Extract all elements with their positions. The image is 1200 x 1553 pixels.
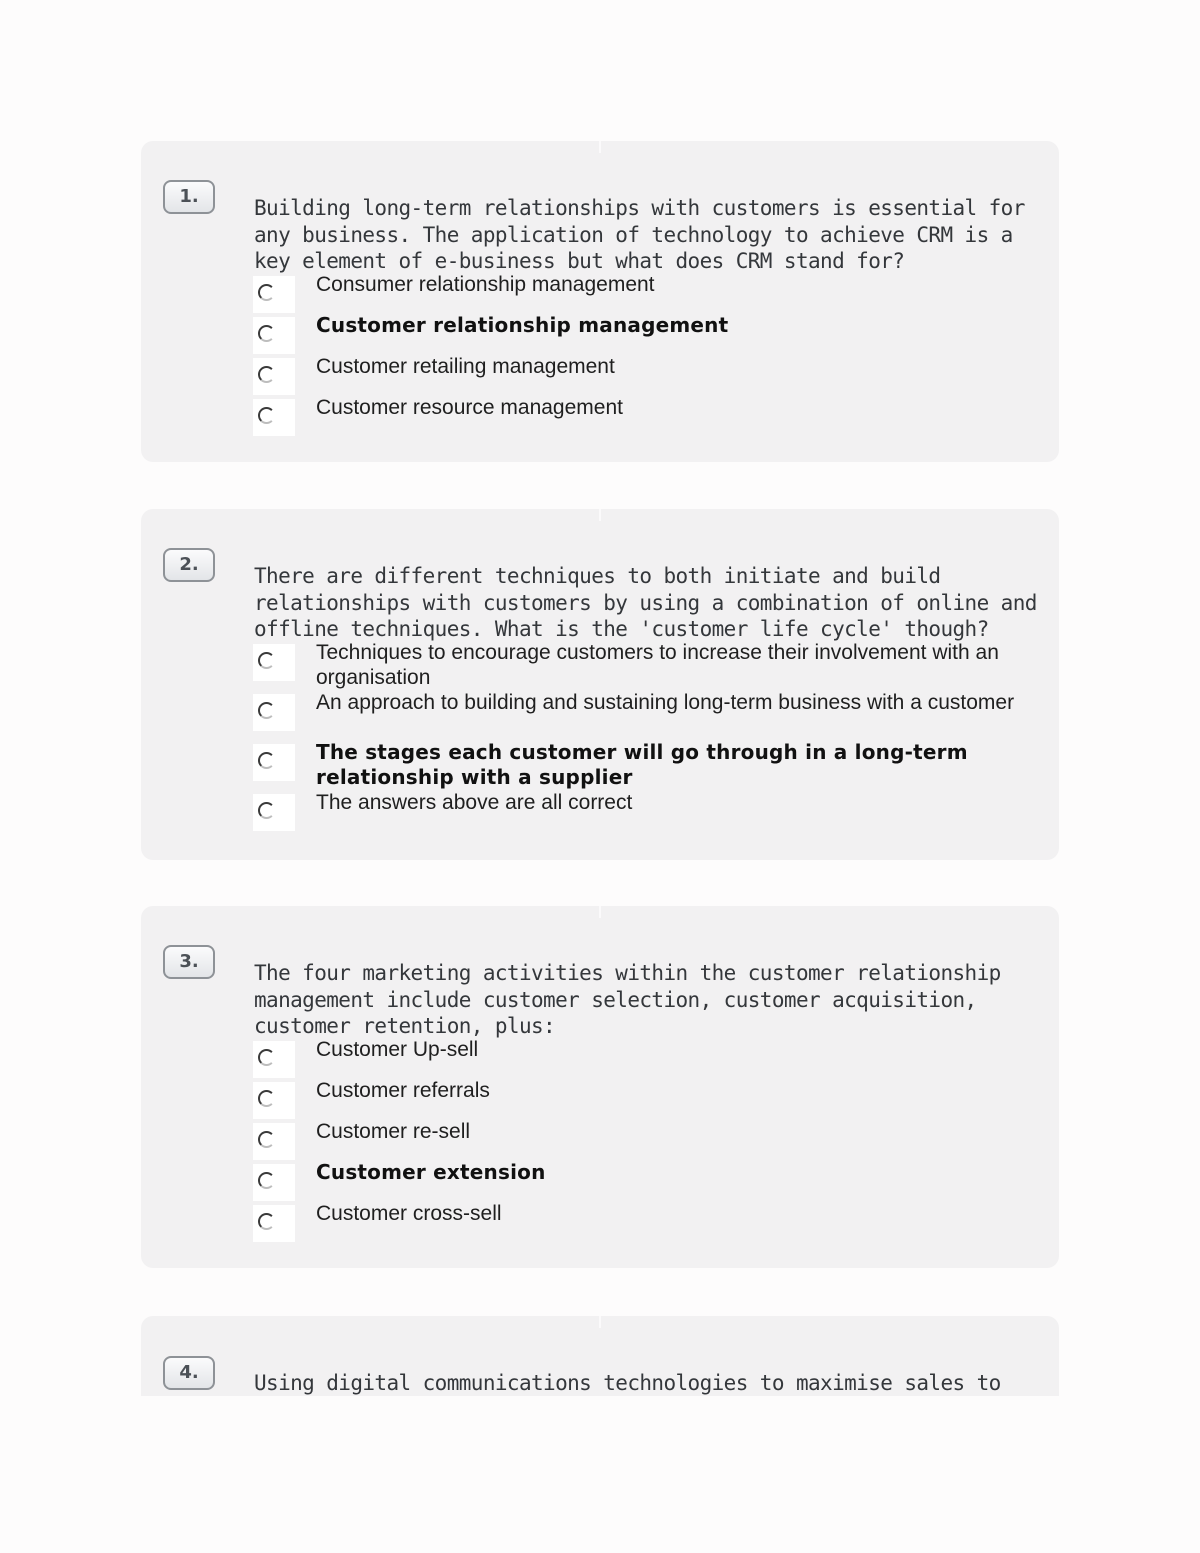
question-text: There are different techniques to both initiate and build relationships with customers by using a combination of online and offline techniques. What is the 'customer life cycle' though? — [254, 564, 1037, 641]
question-text: Building long-term relationships with customers is essential for any business. The application of technology to achieve CRM is a key element of e-business but what does CRM stand for? — [254, 196, 1025, 273]
option-label: Customer re-sell — [316, 1120, 471, 1143]
option-label: Customer referrals — [316, 1079, 490, 1102]
question-text: Using digital communications technologies to maximise sales to — [254, 1371, 1001, 1395]
option-label-correct: The stages each customer will go through in a long-term relationship with a supplier — [316, 740, 968, 789]
radio-icon — [258, 752, 275, 769]
radio-button[interactable] — [253, 1205, 295, 1242]
option-label: Consumer relationship management — [316, 273, 655, 296]
radio-icon — [258, 1049, 275, 1066]
radio-icon — [258, 802, 275, 819]
radio-button[interactable] — [253, 694, 295, 731]
radio-button[interactable] — [253, 276, 295, 313]
radio-button[interactable] — [253, 744, 295, 781]
radio-icon — [258, 407, 275, 424]
option-label: Customer retailing management — [316, 355, 615, 378]
radio-button[interactable] — [253, 1082, 295, 1119]
question-number-badge: 4. — [163, 1356, 215, 1390]
question-card — [141, 509, 1059, 860]
option-label: An approach to building and sustaining long-term business with a customer — [316, 691, 1015, 714]
option-label: Customer resource management — [316, 396, 623, 419]
radio-button[interactable] — [253, 794, 295, 831]
radio-button[interactable] — [253, 399, 295, 436]
option-label-correct: Customer extension — [316, 1160, 546, 1184]
option-label-correct: Customer relationship management — [316, 313, 729, 337]
question-card — [141, 1316, 1059, 1396]
question-number-badge: 1. — [163, 180, 215, 214]
option-label: Customer cross-sell — [316, 1202, 502, 1225]
radio-button[interactable] — [253, 358, 295, 395]
radio-icon — [258, 1172, 275, 1189]
radio-icon — [258, 652, 275, 669]
radio-icon — [258, 366, 275, 383]
question-text: The four marketing activities within the customer relationship management include customer selection, customer acquisition, customer retention, plus: — [254, 961, 1001, 1038]
radio-icon — [258, 284, 275, 301]
radio-button[interactable] — [253, 1164, 295, 1201]
radio-button[interactable] — [253, 1041, 295, 1078]
question-card — [141, 141, 1059, 462]
radio-icon — [258, 1131, 275, 1148]
radio-icon — [258, 702, 275, 719]
radio-button[interactable] — [253, 644, 295, 681]
radio-icon — [258, 325, 275, 342]
radio-icon — [258, 1213, 275, 1230]
option-label: The answers above are all correct — [316, 791, 633, 814]
question-number-badge: 3. — [163, 945, 215, 979]
radio-button[interactable] — [253, 317, 295, 354]
radio-icon — [258, 1090, 275, 1107]
option-label: Customer Up-sell — [316, 1038, 479, 1061]
option-label: Techniques to encourage customers to increase their involvement with an organisation — [316, 641, 999, 689]
radio-button[interactable] — [253, 1123, 295, 1160]
question-card — [141, 906, 1059, 1268]
question-number-badge: 2. — [163, 548, 215, 582]
